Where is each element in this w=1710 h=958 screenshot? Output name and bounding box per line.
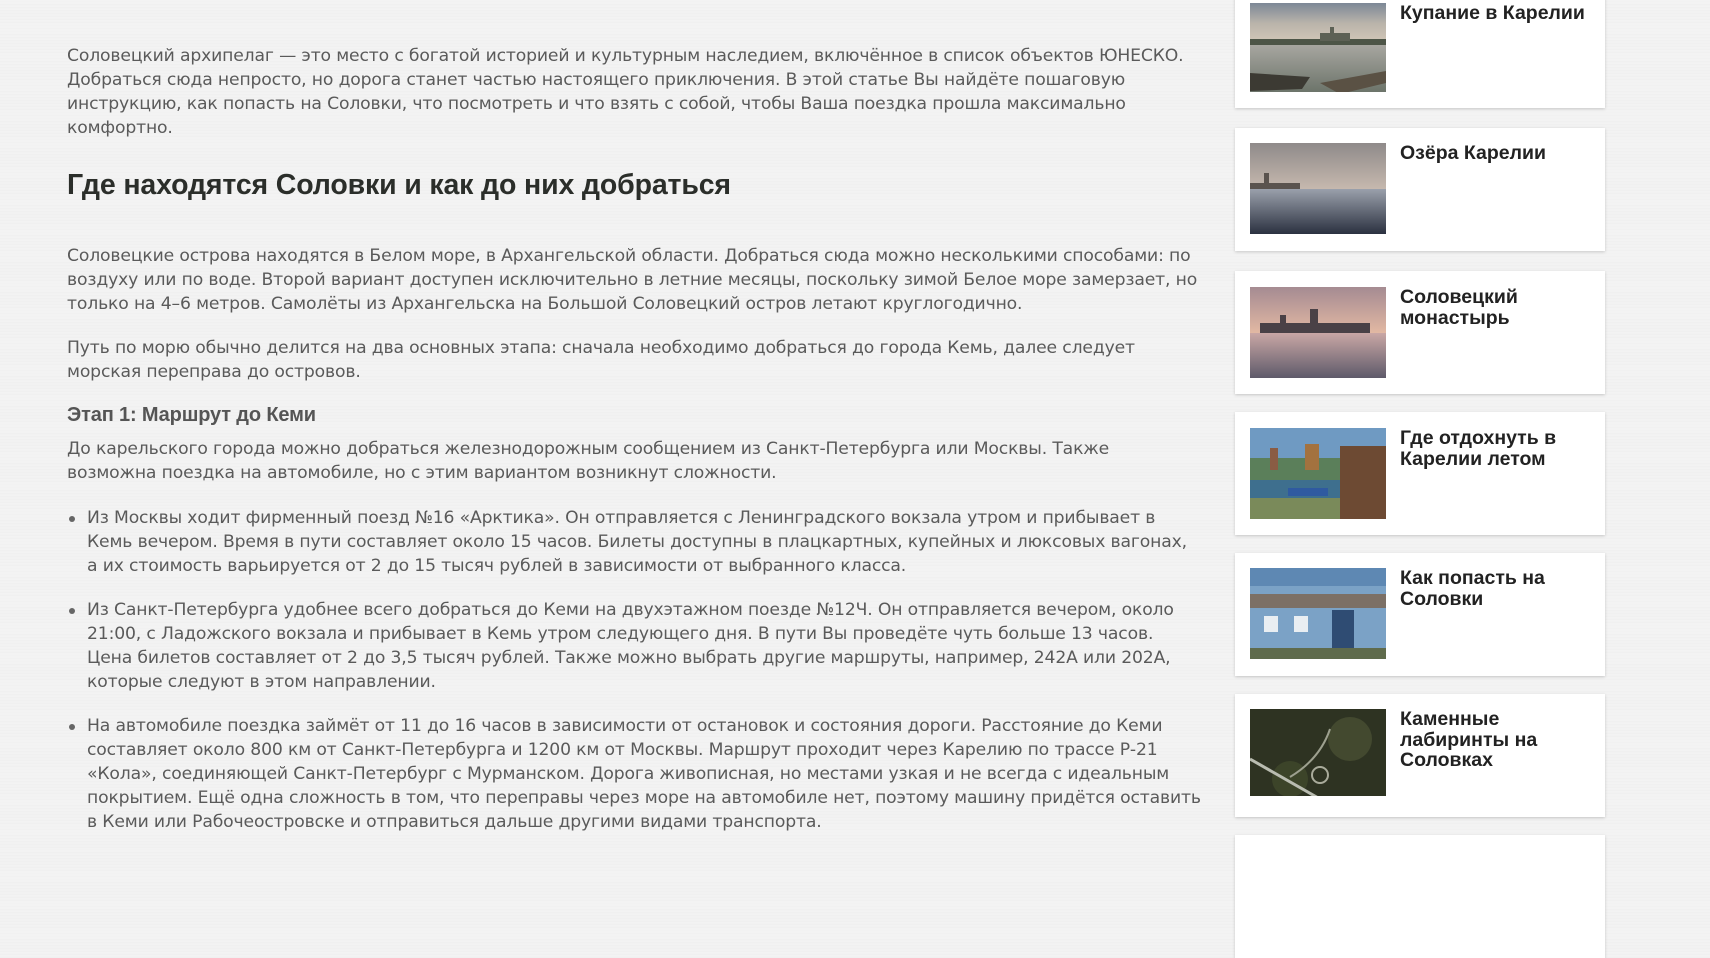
card-title: Где отдохнуть в Карелии летом	[1400, 427, 1557, 470]
list-item: Из Москвы ходит фирменный поезд №16 «Арктика». Он отправляется с Ленинградского вокзала утром и прибывает в Кемь вечером. Время в пути составляет около 15 часов. Билеты доступны в плацкартных, купейных и люксовых вагонах, а их стоимость варьируется от 2 до 15 тысяч рублей в зависимости от выбранного класса.	[67, 506, 1202, 578]
route-list	[67, 506, 1202, 854]
card-title: Каменные лабиринты на Соловках	[1400, 708, 1538, 771]
article-paragraph: До карельского города можно добраться железнодорожным сообщением из Санкт-Петербурга или Москвы. Также возможна поездка на автомобиле, но с этим вариантом возникнут сложности.	[67, 439, 1110, 483]
list-item: Из Санкт-Петербурга удобнее всего добраться до Кеми на двухэтажном поезде №12Ч. Он отправляется вечером, около 21:00, с Ладожского вокзала и прибывает в Кемь утром следующего дня. В пути Вы проведёте чуть больше 13 часов. Цена билетов составляет от 2 до 3,5 тысяч рублей. Также можно выбрать другие маршруты, например, 242А или 202А, которые следуют в этом направлении.	[67, 598, 1202, 694]
related-card-how-to-get-to-solovki[interactable]	[1235, 553, 1605, 676]
related-card-karelia-summer-rest[interactable]	[1235, 412, 1605, 535]
card-thumbnail-image	[1250, 3, 1386, 92]
subsection-heading: Этап 1: Маршрут до Кеми	[67, 404, 316, 426]
article-intro: Соловецкий архипелаг — это место с богатой историей и культурным наследием, включённое в список объектов ЮНЕСКО. Добраться сюда непросто, но дорога станет частью настоящего приключения. В этой статье Вы найдёте пошаговую инструкцию, как попасть на Соловки, что посмотреть и что взять с собой, чтобы Ваша поездка прошла максимально комфортно.	[67, 46, 1184, 138]
card-title: Купание в Карелии	[1400, 2, 1585, 24]
card-thumbnail-image	[1250, 428, 1386, 519]
card-thumbnail-image	[1250, 709, 1386, 796]
card-title: Озёра Карелии	[1400, 142, 1546, 164]
card-title: Соловецкий монастырь	[1400, 286, 1518, 329]
related-card-swimming-karelia[interactable]	[1235, 0, 1605, 108]
list-item: На автомобиле поездка займёт от 11 до 16 часов в зависимости от остановок и состояния дороги. Расстояние до Кеми составляет около 800 км от Санкт-Петербурга и 1200 км от Москвы. Маршрут проходит через Карелию по трассе Р-21 «Кола», соединяющей Санкт-Петербург с Мурманском. Дорога живописная, но местами узкая и не всегда с идеальным покрытием. Ещё одна сложность в том, что переправы через море на автомобиле нет, поэтому машину придётся оставить в Кеми или Рабочеостровске и отправиться дальше другими видами транспорта.	[67, 714, 1202, 834]
card-thumbnail-image	[1250, 287, 1386, 378]
related-card-karelia-lakes[interactable]	[1235, 128, 1605, 251]
card-thumbnail-image	[1250, 568, 1386, 659]
related-card-partial[interactable]	[1235, 835, 1605, 958]
card-title: Как попасть на Соловки	[1400, 567, 1545, 610]
related-card-solovetsky-monastery[interactable]	[1235, 271, 1605, 394]
section-heading: Где находятся Соловки и как до них добраться	[67, 169, 731, 201]
card-thumbnail-image	[1250, 143, 1386, 234]
article-paragraph: Путь по морю обычно делится на два основных этапа: сначала необходимо добраться до города Кемь, далее следует морская переправа до островов.	[67, 338, 1135, 382]
related-card-stone-labyrinths[interactable]	[1235, 694, 1605, 817]
article-paragraph: Соловецкие острова находятся в Белом море, в Архангельской области. Добраться сюда можно несколькими способами: по воздуху или по воде. Второй вариант доступен исключительно в летние месяцы, поскольку зимой Белое море замерзает, но только на 4–6 метров. Самолёты из Архангельска на Большой Соловецкий остров летают круглогодично.	[67, 246, 1198, 314]
